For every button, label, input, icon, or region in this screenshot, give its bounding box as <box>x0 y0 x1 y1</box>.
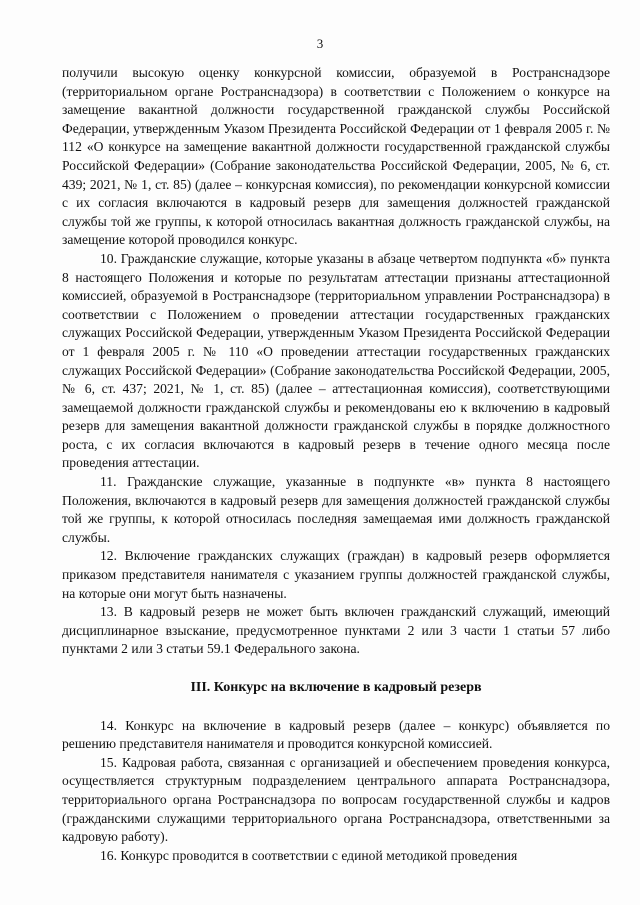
paragraph-11: 11. Гражданские служащие, указанные в подпункте «в» пункта 8 настоящего Положения, включаются в кадровый резерв для замещения должностей гражданской службы той же группы, к которой относилась последняя замещаемая ими должность гражданской службы. <box>62 474 610 545</box>
paragraph-16: 16. Конкурс проводится в соответствии с единой методикой проведения <box>100 847 518 863</box>
paragraph-12: 12. Включение гражданских служащих (граждан) в кадровый резерв оформляется приказом представителя нанимателя с указанием группы должностей гражданской службы, на которые они могут быть назначены. <box>62 548 610 601</box>
paragraph-continuation: получили высокую оценку конкурсной комиссии, образуемой в Ространснадзоре (территориальном органе Ространснадзора) в соответствии с Положением о конкурсе на замещение вакантной должности государственной гражданской службы Российской Федерации, утвержденным Указом Президента Российской Федерации от 1 февраля 2005 г. № 112 «О конкурсе на замещение вакантной должности государственной гражданской службы Российской Федерации» (Собрание законодательства Российской Федерации, 2005, № 6, ст. 439; 2021, № 1, ст. 85) (далее – конкурсная комиссия), по рекомендации конкурсной комиссии с их согласия включаются в кадровый резерв для замещения должностей гражданской службы той же группы, к которой относилась вакантная должность гражданской службы, на замещение которой проводился конкурс. <box>62 65 610 248</box>
section-heading: III. Конкурс на включение в кадровый резерв <box>190 680 482 695</box>
document-body <box>62 64 610 865</box>
paragraph-13: 13. В кадровый резерв не может быть включен гражданский служащий, имеющий дисциплинарное взыскание, предусмотренное пунктами 2 или 3 части 1 статьи 57 либо пунктами 2 или 3 статьи 59.1 Федерального закона. <box>62 604 610 657</box>
page-number: 3 <box>316 36 324 51</box>
paragraph-10: 10. Гражданские служащие, которые указаны в абзаце четвертом подпункта «б» пункта 8 настоящего Положения и которые по результатам аттестации признаны аттестационной комиссией, образуемой в Ространснадзоре (территориальном управлении Ространснадзора) в соответствии с Положением о проведении аттестации государственных гражданских служащих Российской Федерации, утвержденным Указом Президента Российской Федерации от 1 февраля 2005 г. № 110 «О проведении аттестации государственных гражданских служащих Российской Федерации» (Собрание законодательства Российской Федерации, 2005, № 6, ст. 437; 2021, № 1, ст. 85) (далее – аттестационная комиссия), соответствующими замещаемой должности гражданской службы и рекомендованы ею к включению в кадровый резерв для замещения вакантной должности гражданской службы в порядке должностного роста, с их согласия включаются в кадровый резерв в течение одного месяца после проведения аттестации. <box>62 250 610 471</box>
paragraph-14: 14. Конкурс на включение в кадровый резерв (далее – конкурс) объявляется по решению представителя нанимателя и проводится конкурсной комиссией. <box>62 717 610 752</box>
paragraph-15: 15. Кадровая работа, связанная с организацией и обеспечением проведения конкурса, осуществляется структурным подразделением центрального аппарата Ространснадзора, территориального органа Ространснадзора по вопросам государственной службы и кадров (гражданскими служащими территориального органа Ространснадзора, ответственными за кадровую работу). <box>62 754 610 845</box>
